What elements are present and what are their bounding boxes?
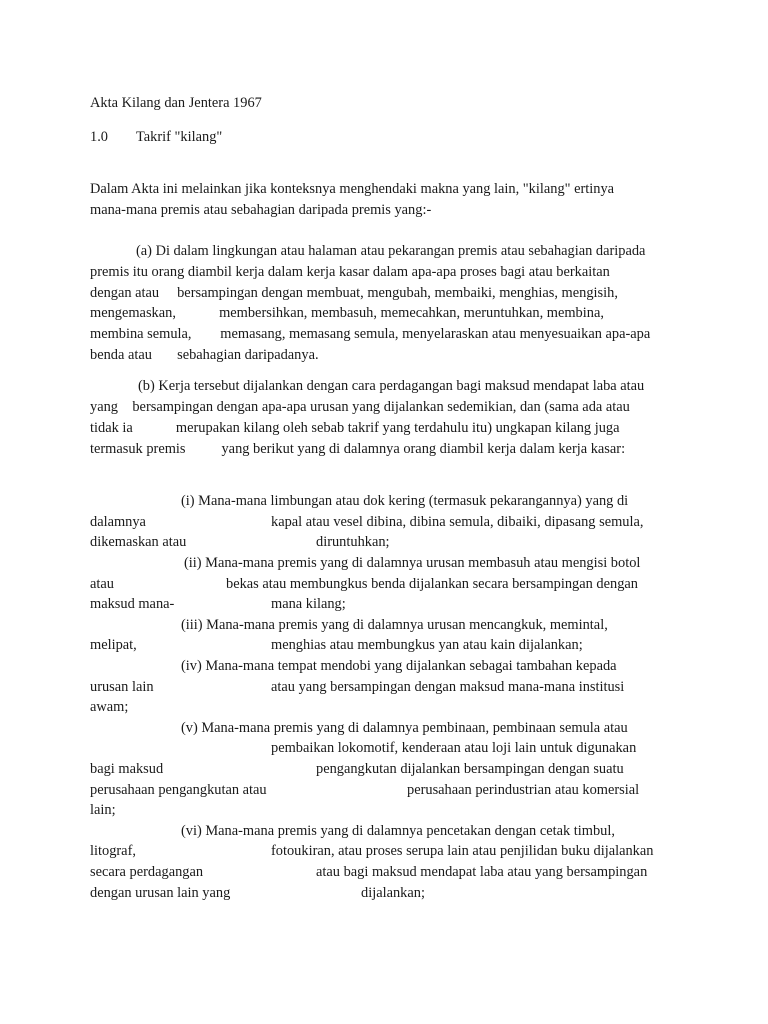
sub-item-iii-line: melipat,: [90, 637, 137, 653]
para-b-line: tidak ia merupakan kilang oleh sebab takrif yang terdahulu itu) ungkapan kilang juga: [90, 420, 620, 436]
sub-item-v-line: perusahaan pengangkutan atau: [90, 782, 267, 798]
sub-item-vi-line: dijalankan;: [361, 885, 425, 901]
para-b-line: (b) Kerja tersebut dijalankan dengan cara perdagangan bagi maksud mendapat laba atau: [138, 378, 645, 394]
para-a-line: premis itu orang diambil kerja dalam kerja kasar dalam apa-apa proses bagi atau berkaitan: [90, 264, 610, 280]
sub-item-i-line: kapal atau vesel dibina, dibina semula, dibaiki, dipasang semula,: [271, 514, 644, 530]
section-number: 1.0: [90, 129, 108, 145]
sub-item-v-line: bagi maksud: [90, 761, 164, 777]
sub-item-i-line: dikemaskan atau: [90, 534, 187, 550]
sub-item-i-line: dalamnya: [90, 514, 146, 530]
sub-item-v-line: pembaikan lokomotif, kenderaan atau loji lain untuk digunakan: [271, 740, 637, 756]
intro-line: Dalam Akta ini melainkan jika konteksnya menghendaki makna yang lain, "kilang" ertinya: [90, 181, 615, 197]
section-title: Takrif "kilang": [136, 129, 223, 145]
sub-item-vi-line: atau bagi maksud mendapat laba atau yang bersampingan: [316, 864, 648, 880]
sub-item-ii-line: maksud mana-: [90, 596, 175, 612]
sub-item-i-line: diruntuhkan;: [316, 534, 390, 550]
para-b-line: termasuk premis yang berikut yang di dalamnya orang diambil kerja dalam kerja kasar:: [90, 441, 626, 457]
sub-item-v-line: (v) Mana-mana premis yang di dalamnya pembinaan, pembinaan semula atau: [181, 720, 628, 736]
sub-item-ii-line: bekas atau membungkus benda dijalankan secara bersampingan dengan: [226, 576, 638, 592]
intro-line: mana-mana premis atau sebahagian daripada premis yang:-: [90, 202, 432, 218]
sub-item-iv-line: atau yang bersampingan dengan maksud mana-mana institusi: [271, 679, 625, 695]
sub-item-vi-line: dengan urusan lain yang: [90, 885, 231, 901]
sub-item-iii-line: (iii) Mana-mana premis yang di dalamnya urusan mencangkuk, memintal,: [181, 617, 608, 633]
para-a-line: membina semula, memasang, memasang semula, menyelaraskan atau menyesuaikan apa-apa: [90, 326, 651, 342]
sub-item-iii-line: menghias atau membungkus yan atau kain dijalankan;: [271, 637, 583, 653]
sub-item-vi-line: secara perdagangan: [90, 864, 204, 880]
sub-item-vi-line: (vi) Mana-mana premis yang di dalamnya pencetakan dengan cetak timbul,: [181, 823, 615, 839]
sub-item-ii-line: atau: [90, 576, 114, 592]
para-a-line: mengemaskan, membersihkan, membasuh, memecahkan, meruntuhkan, membina,: [90, 305, 604, 321]
para-a-line: dengan atau bersampingan dengan membuat, mengubah, membaiki, menghias, mengisih,: [90, 285, 618, 301]
sub-item-iv-line: urusan lain: [90, 679, 154, 695]
sub-item-iv-line: (iv) Mana-mana tempat mendobi yang dijalankan sebagai tambahan kepada: [181, 658, 617, 674]
sub-item-vi-line: fotoukiran, atau proses serupa lain atau penjilidan buku dijalankan: [271, 843, 654, 859]
sub-item-vi-line: litograf,: [90, 843, 136, 859]
sub-item-i-line: (i) Mana-mana limbungan atau dok kering (termasuk pekarangannya) yang di: [181, 493, 629, 509]
para-a-line: benda atau sebahagian daripadanya.: [90, 347, 319, 363]
document-title: Akta Kilang dan Jentera 1967: [90, 95, 262, 111]
para-b-line: yang bersampingan dengan apa-apa urusan yang dijalankan sedemikian, dan (sama ada atau: [90, 399, 630, 415]
sub-item-v-line: perusahaan perindustrian atau komersial: [407, 782, 640, 798]
sub-item-iv-line: awam;: [90, 699, 129, 715]
sub-item-v-line: pengangkutan dijalankan bersampingan dengan suatu: [316, 761, 624, 777]
sub-item-v-line: lain;: [90, 802, 116, 818]
sub-item-ii-line: (ii) Mana-mana premis yang di dalamnya urusan membasuh atau mengisi botol: [184, 555, 641, 571]
para-a-line: (a) Di dalam lingkungan atau halaman atau pekarangan premis atau sebahagian daripada: [136, 243, 646, 259]
sub-item-ii-line: mana kilang;: [271, 596, 346, 612]
